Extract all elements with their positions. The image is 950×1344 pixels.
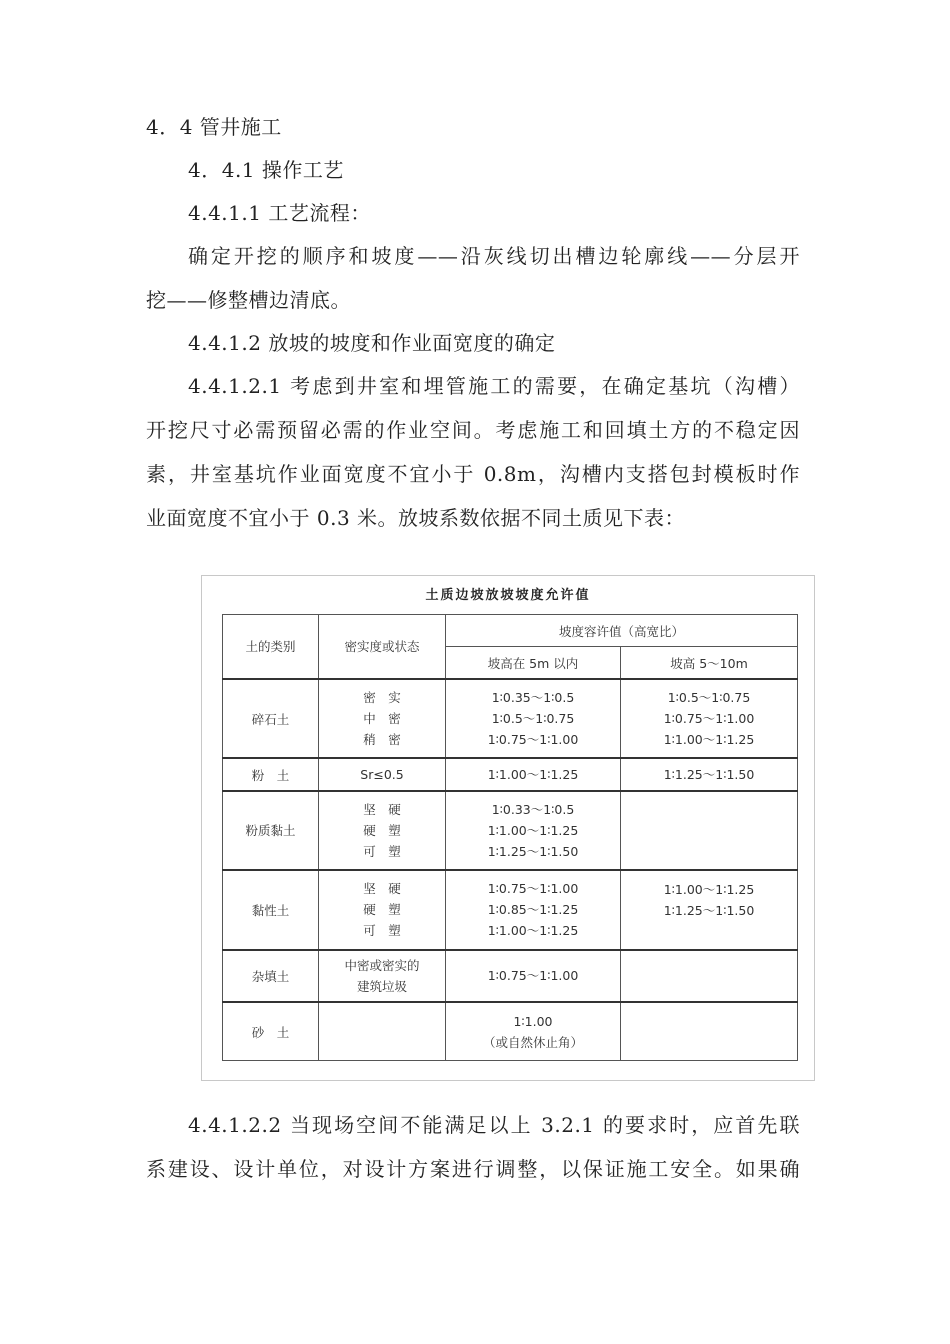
- soil-cell: 杂填土: [223, 950, 319, 1002]
- state-cell: 中密或密实的 建筑垃圾: [319, 950, 446, 1002]
- under5-cell: 1∶0.33～1∶0.5 1∶1.00～1∶1.25 1∶1.25～1∶1.50: [446, 791, 621, 871]
- state-cell: 密 实 中 密 稍 密: [319, 679, 446, 759]
- under5-cell: 1∶1.00～1∶1.25: [446, 758, 621, 790]
- h5to10-cell: 1∶1.25～1∶1.50: [621, 758, 798, 790]
- slope-table-figure: [201, 575, 815, 1081]
- soil-cell: 粉 土: [223, 758, 319, 790]
- h5to10-cell: 1∶0.5～1∶0.75 1∶0.75～1∶1.00 1∶1.00～1∶1.25: [621, 679, 798, 759]
- table-row: [223, 679, 798, 759]
- header-5-to-10m: 坡高 5～10m: [621, 647, 798, 679]
- under5-cell: 1∶0.35～1∶0.5 1∶0.5～1∶0.75 1∶0.75～1∶1.00: [446, 679, 621, 759]
- h5to10-cell: [621, 1002, 798, 1060]
- h5to10-cell: [621, 791, 798, 871]
- table-title: 土质边坡放坡坡度允许值: [425, 588, 591, 603]
- paragraph-44121-line-3: 素，井室基坑作业面宽度不宜小于 0.8m，沟槽内支搭包封模板时作: [146, 462, 800, 486]
- paragraph-44122-line-2: 系建设、设计单位，对设计方案进行调整，以保证施工安全。如果确: [146, 1157, 800, 1181]
- section-heading-4-4: 4．4 管井施工: [146, 115, 282, 139]
- under5-cell: 1∶0.75～1∶1.00 1∶0.85～1∶1.25 1∶1.00～1∶1.25: [446, 870, 621, 950]
- state-cell: [319, 1002, 446, 1060]
- state-cell: 坚 硬 硬 塑 可 塑: [319, 870, 446, 950]
- paragraph-44121-line-4: 业面宽度不宜小于 0.3 米。放坡系数依据不同土质见下表：: [146, 506, 686, 530]
- under5-cell: 1∶0.75～1∶1.00: [446, 950, 621, 1002]
- paragraph-44122-line-1: 4.4.1.2.2 当现场空间不能满足以上 3.2.1 的要求时，应首先联: [188, 1113, 800, 1137]
- slope-table: [222, 614, 798, 1061]
- header-soil-type: 土的类别: [223, 615, 319, 679]
- h5to10-cell: 1∶1.00～1∶1.25 1∶1.25～1∶1.50: [621, 870, 798, 950]
- h5to10-cell: [621, 950, 798, 1002]
- table-row: [223, 950, 798, 1002]
- table-row: [223, 1002, 798, 1060]
- soil-cell: 粉质黏土: [223, 791, 319, 871]
- table-row: [223, 791, 798, 871]
- header-allowed: 坡度容许值（高宽比）: [446, 615, 798, 647]
- section-heading-4-4-1: 4．4.1 操作工艺: [188, 158, 344, 182]
- state-cell: Sr≤0.5: [319, 758, 446, 790]
- paragraph-44121-line-1: 4.4.1.2.1 考虑到井室和埋管施工的需要，在确定基坑（沟槽）: [188, 374, 800, 398]
- soil-cell: 砂 土: [223, 1002, 319, 1060]
- paragraph-44121-line-2: 开挖尺寸必需预留必需的作业空间。考虑施工和回填土方的不稳定因: [146, 418, 800, 442]
- header-state: 密实度或状态: [319, 615, 446, 679]
- section-heading-4-4-1-1: 4.4.1.1 工艺流程：: [188, 201, 371, 225]
- section-heading-4-4-1-2: 4.4.1.2 放坡的坡度和作业面宽度的确定: [188, 331, 556, 355]
- paragraph-flow-line-2: 挖——修整槽边清底。: [146, 288, 351, 312]
- soil-cell: 碎石土: [223, 679, 319, 759]
- table-row: [223, 758, 798, 790]
- table-row: [223, 870, 798, 950]
- under5-cell: 1∶1.00 （或自然休止角）: [446, 1002, 621, 1060]
- soil-cell: 黏性土: [223, 870, 319, 950]
- header-under-5m: 坡高在 5m 以内: [446, 647, 621, 679]
- paragraph-flow-line-1: 确定开挖的顺序和坡度——沿灰线切出槽边轮廓线——分层开: [188, 244, 800, 268]
- state-cell: 坚 硬 硬 塑 可 塑: [319, 791, 446, 871]
